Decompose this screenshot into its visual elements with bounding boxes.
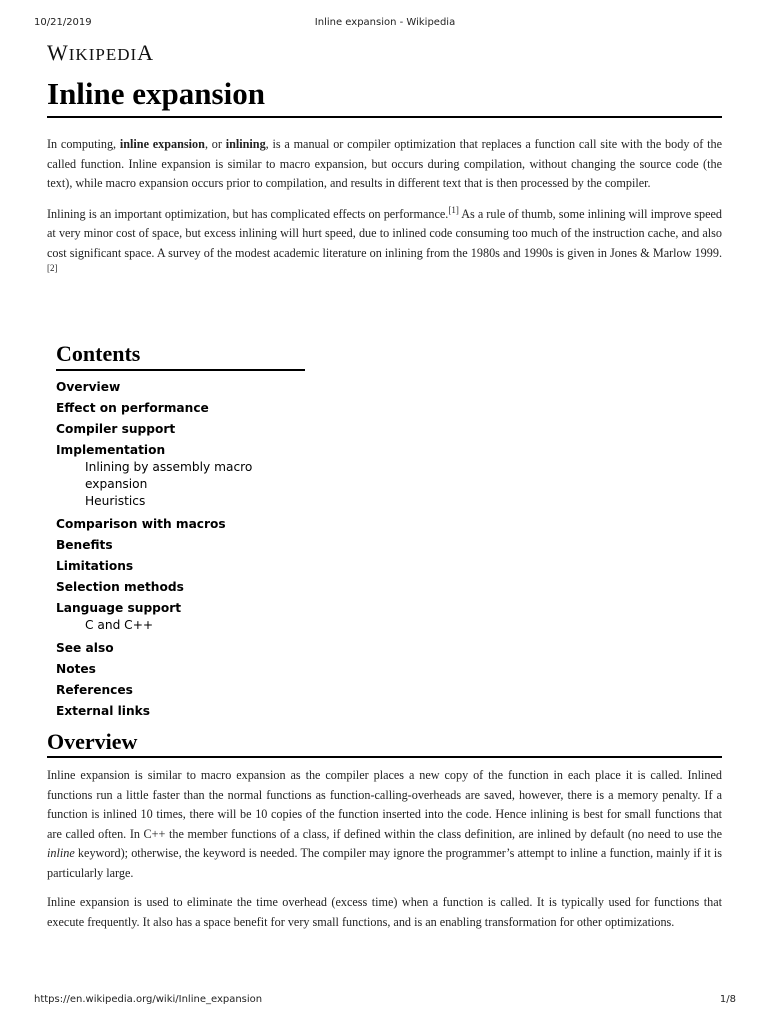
toc-item-selection-methods[interactable]: Selection methods [56,580,184,594]
toc-item-comparison-with-macros[interactable]: Comparison with macros [56,517,226,531]
toc-subitem-c-and-cpp[interactable]: C and C++ [85,618,154,632]
toc-group-implementation [56,442,306,510]
toc-item-external-links[interactable]: External links [56,704,151,718]
text-run: As a rule of thumb, some inlining will improve speed at very minor cost of space, but excess inlining will hurt speed, due to inlined code consuming too much of the instruction cache, and also cost significant space. A survey of the modest academic literature on inlining from the 1980s and 1990s is given in Jones & Marlow 1999. [47,206,722,260]
reference-link[interactable]: [1] [448,204,459,215]
toc-item-overview[interactable]: Overview [56,380,121,394]
text-run: keyword); otherwise, the keyword is needed. The compiler may ignore the programmer’s attempt to inline a function, mainly if it is particularly large. [47,846,722,880]
reference-link[interactable]: [2] [47,263,58,273]
text-run: Inline expansion is similar to macro expansion as the compiler places a new copy of the function in each place it is called. Inlined functions run a little faster than the normal functions as function-calling-overheads are saved, however, there is a memory penalty. If a function is inlined 10 times, there will be 10 copies of the function inserted into the code. Hence inlining is best for small functions that are called often. In C++ the member functions of a class, if defined within the class definition, are inlined by default (no need to use the [47,768,722,841]
toc-item-references[interactable]: References [56,683,133,697]
overview-section [47,766,722,932]
overview-paragraph-2: Inline expansion is used to eliminate the time overhead (excess time) when a function is called. It is typically used for functions that execute frequently. It also has a space benefit for very small functions, and is an enabling transformation for other optimizations. [47,895,722,929]
text-run: , or [204,137,226,151]
toc-item-benefits[interactable]: Benefits [56,538,113,552]
wordmark-first: W [47,40,69,65]
bold-term: inlining [225,137,266,151]
bold-term: inline expansion [119,137,205,151]
toc-item-notes[interactable]: Notes [56,662,96,676]
toc-subitem-heuristics[interactable]: Heuristics [85,494,146,508]
table-of-contents [56,341,306,722]
text-run: Inlining is an important optimization, but has complicated effects on performance. [47,206,449,221]
toc-group-language-support [56,600,306,634]
wordmark-last: A [137,40,155,65]
text-run: In computing, [47,137,120,151]
page-title: Inline expansion [47,76,722,118]
intro-section [47,135,722,283]
wikipedia-wordmark[interactable] [47,40,154,66]
toc-subitem-assembly-macro[interactable]: Inlining by assembly macro expansion [85,460,253,491]
toc-title: Contents [56,341,305,371]
toc-item-language-support[interactable]: Language support [56,601,182,615]
toc-item-see-also[interactable]: See also [56,641,114,655]
section-heading-overview: Overview [47,729,722,758]
print-url: https://en.wikipedia.org/wiki/Inline_expansion [34,994,263,1005]
wordmark-middle: IKIPEDI [68,45,138,64]
print-date: 10/21/2019 [34,17,92,28]
overview-paragraph-1 [47,766,722,883]
text-run: , is a manual or compiler optimization that replaces a function call site with the body of the called function. Inline expansion is similar to macro expansion, but occurs during compilation, without changing the source code (the text), while macro expansion occurs prior to compilation, and results in different text that is then processed by the compiler. [47,137,722,190]
toc-item-effect-on-performance[interactable]: Effect on performance [56,401,209,415]
italic-term: inline [47,846,75,860]
toc-item-compiler-support[interactable]: Compiler support [56,422,176,436]
print-page-title: Inline expansion - Wikipedia [314,17,456,28]
toc-item-limitations[interactable]: Limitations [56,559,134,573]
toc-item-implementation[interactable]: Implementation [56,443,166,457]
print-page-number: 1/8 [719,994,736,1005]
intro-paragraph-1 [47,135,722,194]
intro-paragraph-2 [47,205,722,283]
